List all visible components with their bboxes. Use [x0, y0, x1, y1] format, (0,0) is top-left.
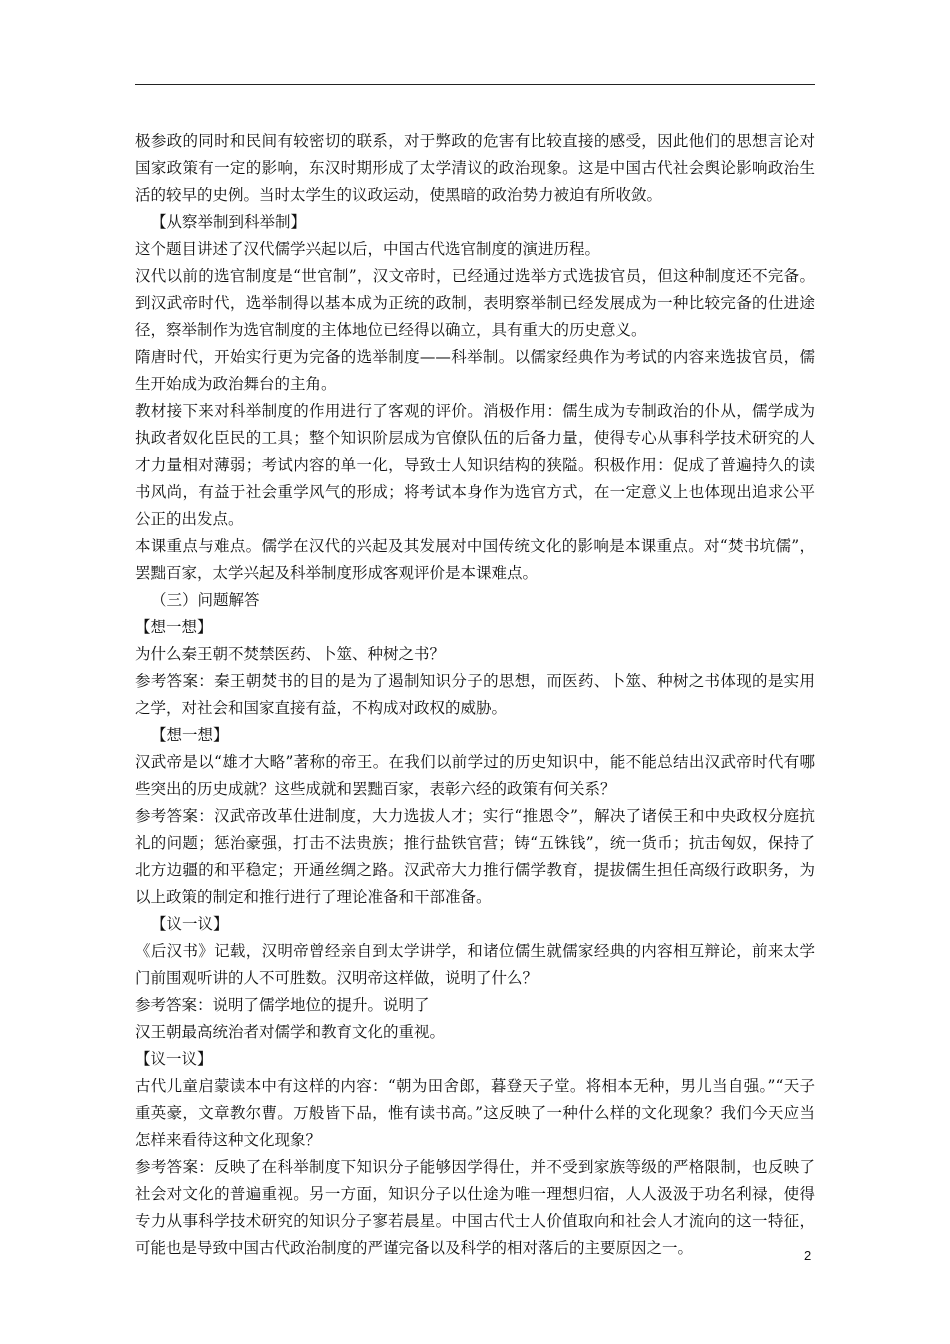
paragraph: 极参政的同时和民间有较密切的联系，对于弊政的危害有比较直接的感受，因此他们的思想言论对国家政策有一定的影响，东汉时期形成了太学清议的政治现象。这是中国古代社会舆论影响政治生活的较早的史例。当时太学生的议政运动，使黑暗的政治势力被迫有所收敛。: [135, 132, 815, 204]
question-text: 汉武帝是以“雄才大略”著称的帝王。在我们以前学过的历史知识中，能不能总结出汉武帝时代有哪些突出的历史成就？这些成就和罢黜百家，表彰六经的政策有何关系？: [135, 753, 815, 798]
question-text: 为什么秦王朝不焚禁医药、卜筮、种树之书？: [135, 645, 446, 663]
answer-text: 参考答案：说明了儒学地位的提升。说明了: [135, 996, 430, 1014]
section-heading: （三）问题解答: [151, 591, 260, 609]
answer-text: 参考答案：秦王朝焚书的目的是为了遏制知识分子的思想，而医药、卜筮、种树之书体现的是实用之学，对社会和国家直接有益，不构成对政权的威胁。: [135, 672, 815, 717]
question-heading: 【议一议】: [151, 915, 229, 933]
question-heading: 【议一议】: [135, 1050, 213, 1068]
answer-text: 汉王朝最高统治者对儒学和教育文化的重视。: [135, 1023, 446, 1041]
paragraph: 这个题目讲述了汉代儒学兴起以后，中国古代选官制度的演进历程。: [135, 240, 601, 258]
answer-text: 参考答案：汉武帝改革仕进制度，大力选拔人才；实行“推恩令”，解决了诸侯王和中央政权分庭抗礼的问题；惩治豪强，打击不法贵族；推行盐铁官营；铸“五铢钱”，统一货币；抗击匈奴，保持了北方边疆的和平稳定；开通丝绸之路。汉武帝大力推行儒学教育，提拔儒生担任高级行政职务，为以上政策的制定和推行进行了理论准备和干部准备。: [135, 807, 815, 906]
answer-text: 参考答案：反映了在科举制度下知识分子能够因学得仕，并不受到家族等级的严格限制，也反映了社会对文化的普遍重视。另一方面，知识分子以仕途为唯一理想归宿，人人汲汲于功名利禄，使得专力从事科学技术研究的知识分子寥若晨星。中国古代士人价值取向和社会人才流向的这一特征，可能也是导致中国古代政治制度的严谨完备以及科学的相对落后的主要原因之一。: [135, 1158, 815, 1257]
paragraph: 本课重点与难点。儒学在汉代的兴起及其发展对中国传统文化的影响是本课重点。对“焚书坑儒”，罢黜百家，太学兴起及科举制度形成客观评价是本课难点。: [135, 537, 815, 582]
paragraph: 汉代以前的选官制度是“世官制”，汉文帝时，已经通过选举方式选拔官员，但这种制度还不完备。到汉武帝时代，选举制得以基本成为正统的政制，表明察举制已经发展成为一种比较完备的仕进途径，察举制作为选官制度的主体地位已经得以确立，具有重大的历史意义。: [135, 267, 815, 339]
document-body: [135, 128, 815, 1262]
page-number: 2: [804, 1248, 812, 1263]
paragraph: 教材接下来对科举制度的作用进行了客观的评价。消极作用：儒生成为专制政治的仆从，儒学成为执政者奴化臣民的工具；整个知识阶层成为官僚队伍的后备力量，使得专心从事科学技术研究的人才力量相对薄弱；考试内容的单一化，导致士人知识结构的狭隘。积极作用：促成了普遍持久的读书风尚，有益于社会重学风气的形成；将考试本身作为选官方式，在一定意义上也体现出追求公平公正的出发点。: [135, 402, 815, 528]
question-heading: 【想一想】: [135, 618, 213, 636]
question-text: 《后汉书》记载，汉明帝曾经亲自到太学讲学，和诸位儒生就儒家经典的内容相互辩论，前来太学门前围观听讲的人不可胜数。汉明帝这样做，说明了什么？: [135, 942, 815, 987]
paragraph: 隋唐时代，开始实行更为完备的选举制度——科举制。以儒家经典作为考试的内容来选拔官员，儒生开始成为政治舞台的主角。: [135, 348, 815, 393]
section-heading: 【从察举制到科举制】: [151, 213, 307, 231]
header-rule: [135, 84, 815, 85]
question-text: 古代儿童启蒙读本中有这样的内容：“朝为田舍郎，暮登天子堂。将相本无种，男儿当自强。”“天子重英豪，文章教尔曹。万般皆下品，惟有读书高。”这反映了一种什么样的文化现象？我们今天应当怎样来看待这种文化现象？: [135, 1077, 815, 1149]
question-heading: 【想一想】: [151, 726, 229, 744]
